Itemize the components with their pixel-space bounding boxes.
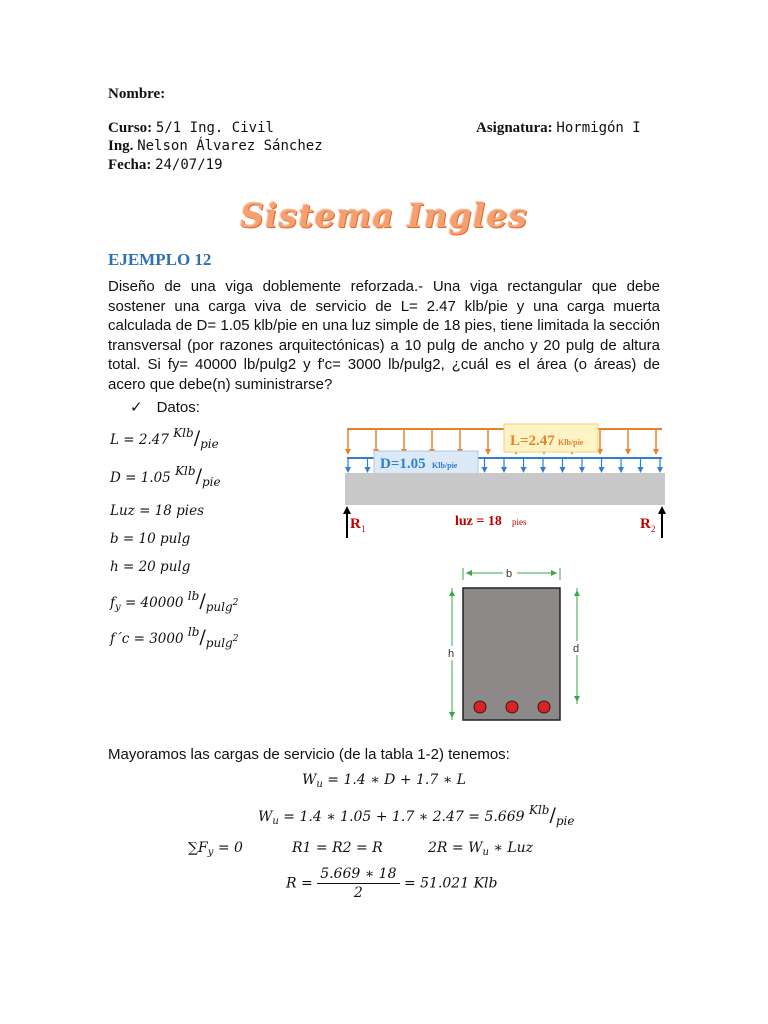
r1-label: R xyxy=(350,516,361,532)
dato-fy-num: lb xyxy=(187,589,200,603)
r1-sub: 1 xyxy=(361,524,366,534)
eq-wu-calc: $W_u = 1.4$ ∗ 1.05 + 1.7 ∗ 2.47 = 5.669 Klb/pie xyxy=(258,803,575,828)
dato-d-lhs: D = 1.05 xyxy=(110,470,171,486)
curso-line xyxy=(108,120,274,137)
dato-fy-f: f xyxy=(110,595,115,611)
b-arrow-right xyxy=(551,570,557,576)
fecha-value: 24/07/19 xyxy=(155,157,223,173)
beam-diagram xyxy=(340,418,670,546)
fecha-label: Fecha: xyxy=(108,157,152,173)
dead-load-arrowhead xyxy=(638,467,644,473)
dead-load-arrowhead xyxy=(560,467,566,473)
d-arrow-bottom xyxy=(574,696,580,702)
eq-sumf-sub: y xyxy=(207,847,214,858)
beam xyxy=(345,473,665,505)
datos-heading xyxy=(130,398,200,416)
dead-load-arrowhead xyxy=(482,467,488,473)
dato-fc: f´c = 3000 lb/pulg2 xyxy=(110,625,239,650)
span-unit: pies xyxy=(512,517,527,527)
concrete-section xyxy=(463,588,560,720)
eq-r-value xyxy=(286,866,497,901)
live-load-arrowhead xyxy=(653,449,659,455)
eq-r-equal: R1 = R2 = R xyxy=(292,840,383,856)
ing-value: Nelson Álvarez Sánchez xyxy=(137,138,323,154)
eq-wu-formula xyxy=(0,772,768,788)
page-title: Sistema Ingles xyxy=(240,196,528,235)
eq-wucalc-sub: u xyxy=(272,816,279,827)
d-arrow-top xyxy=(574,590,580,596)
r1-arrowhead xyxy=(343,506,351,514)
eq-sumf-rhs: = 0 xyxy=(213,840,243,856)
dead-load-arrowhead xyxy=(501,467,507,473)
eq-two-r xyxy=(428,840,533,856)
fecha-line xyxy=(108,157,223,174)
dead-load-label: D=1.05 xyxy=(380,456,426,472)
dato-fy: $f_y = 40000$ lb/pulg2 xyxy=(110,589,239,614)
dato-d-den: pie xyxy=(201,475,221,489)
dato-luz: Luz = 18 pies xyxy=(110,503,205,519)
dead-load-unit: Klb/pie xyxy=(432,461,458,470)
h-arrow-top xyxy=(449,590,455,596)
dato-l-num: Klb xyxy=(173,426,194,440)
problem-text: Diseño de una viga doblemente reforzada.- Una viga rectangular que debe sostener una carga viva de servicio de L= 2.47 klb/pie y una carga muerta calculada de D= 1.05 klb/pie en una luz simple de 18 pies, tiene limitada la sección transversal (por razones arquitectónicas) a 10 pulg de ancho y 20 pulg de altura total. Si fy= 40000 lb/pulg2 y f'c= 3000 lb/pulg2, ¿cuál es el área (o áreas) de acero que debe(n) suministrarse? xyxy=(108,278,660,393)
r2-label: R xyxy=(640,516,651,532)
dato-h: h = 20 pulg xyxy=(110,559,191,575)
eq-wucalc-num: Klb xyxy=(528,803,550,817)
dead-load-arrowhead xyxy=(618,467,624,473)
datos-label: Datos: xyxy=(156,399,200,416)
curso-label: Curso: xyxy=(108,120,153,136)
b-label: b xyxy=(506,568,513,580)
asignatura-line xyxy=(476,120,641,137)
ing-label: Ing. xyxy=(108,138,134,154)
dead-load-arrowhead xyxy=(521,467,527,473)
dato-fc-den: pulg xyxy=(205,636,233,650)
live-load-unit: Klb/pie xyxy=(558,438,584,447)
eq-r-den: 2 xyxy=(353,885,363,901)
ing-line xyxy=(108,138,323,155)
eq-r-num: 5.669 ∗ 18 xyxy=(317,866,399,884)
dead-load-arrowhead xyxy=(599,467,605,473)
dato-l-den: pie xyxy=(200,437,219,451)
eq-twor-lhs: 2R = W xyxy=(428,840,483,856)
dead-load-arrowhead xyxy=(657,467,663,473)
dato-l-lhs: L = 2.47 xyxy=(110,432,169,448)
dato-fc-num: lb xyxy=(187,625,200,639)
dato-fc-exp: 2 xyxy=(232,634,239,644)
span-label: luz = 18 xyxy=(455,514,502,529)
d-label: d xyxy=(573,643,580,655)
dato-b: b = 10 pulg xyxy=(110,531,191,547)
eq-r-fraction xyxy=(317,866,399,901)
asignatura-value: Hormigón I xyxy=(556,120,641,136)
h-label: h xyxy=(448,648,455,660)
dead-load-arrowhead xyxy=(579,467,585,473)
b-arrow-left xyxy=(466,570,472,576)
rebar xyxy=(474,701,486,713)
dead-load-arrowhead xyxy=(540,467,546,473)
eq-wucalc-den: pie xyxy=(555,814,575,828)
live-load-label: L=2.47 xyxy=(510,433,555,449)
eq-wu-rhs: = 1.4 ∗ D + 1.7 ∗ L xyxy=(322,772,466,788)
dato-d: D = 1.05 Klb/pie xyxy=(110,464,221,489)
r2-sub: 2 xyxy=(651,524,656,534)
eq-wu-w: W xyxy=(302,772,317,788)
eq-twor-rhs: ∗ Luz xyxy=(488,840,534,856)
dato-d-num: Klb xyxy=(175,464,196,478)
eq-sum-f xyxy=(188,840,243,856)
eq-r-rhs: = 51.021 Klb xyxy=(403,875,498,892)
mayoramos-text: Mayoramos las cargas de servicio (de la tabla 1-2) tenemos: xyxy=(108,746,510,763)
section-diagram xyxy=(430,560,600,728)
rebar xyxy=(506,701,518,713)
live-load-arrowhead xyxy=(345,449,351,455)
eq-wu-sub: u xyxy=(316,779,323,790)
h-arrow-bottom xyxy=(449,712,455,718)
dato-l: L = 2.47 Klb/pie xyxy=(110,426,219,451)
dato-fc-lhs: f´c = 3000 xyxy=(110,631,184,647)
eq-twor-sub: u xyxy=(482,847,489,858)
eq-sumf-lhs: ∑F xyxy=(188,840,208,856)
dato-fy-den: pulg xyxy=(205,600,233,614)
dato-fy-exp: 2 xyxy=(232,598,239,608)
curso-value: 5/1 Ing. Civil xyxy=(155,120,274,136)
dato-fy-sub: y xyxy=(115,602,121,613)
rebar xyxy=(538,701,550,713)
checkmark-icon: ✓ xyxy=(130,399,143,416)
example-heading: EJEMPLO 12 xyxy=(108,250,212,269)
eq-wucalc-w: W xyxy=(258,809,273,825)
dead-load-arrowhead xyxy=(345,467,351,473)
r2-arrowhead xyxy=(658,506,666,514)
live-load-arrowhead xyxy=(625,449,631,455)
live-load-arrowhead xyxy=(485,449,491,455)
asignatura-label: Asignatura: xyxy=(476,120,553,136)
nombre-label: Nombre: xyxy=(108,86,166,102)
eq-r-lhs: R = xyxy=(286,875,313,892)
dato-fy-rhs: = 40000 xyxy=(120,595,184,611)
eq-wucalc-rhs: = 1.4 ∗ 1.05 + 1.7 ∗ 2.47 = 5.669 xyxy=(278,809,525,825)
dead-load-arrowhead xyxy=(365,467,371,473)
